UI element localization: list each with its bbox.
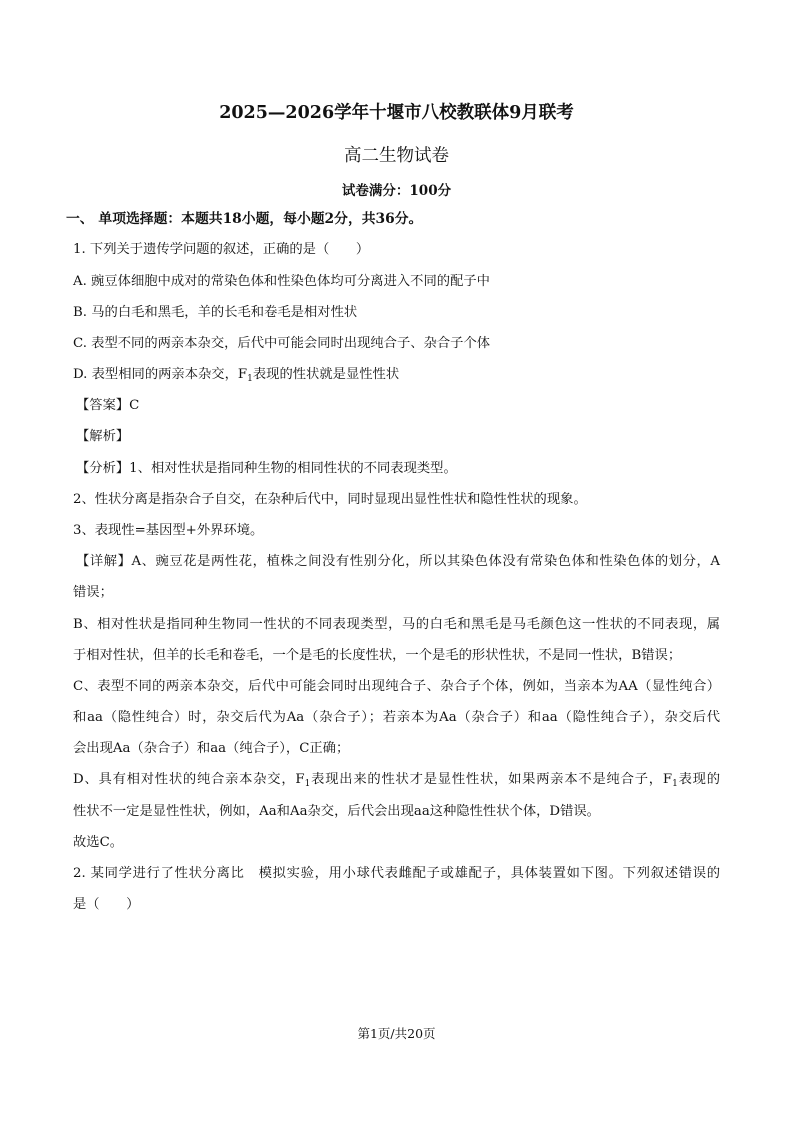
analysis-point-3: 3、表现性=基因型+外界环境。 bbox=[73, 523, 264, 538]
question-1-stem: 1. 下列关于遗传学问题的叙述，正确的是（ ） bbox=[73, 242, 370, 257]
section-heading: 一、 单项选择题：本题共18小题，每小题2分，共36分。 bbox=[66, 211, 423, 227]
score-note: 试卷满分：100分 bbox=[341, 183, 452, 199]
detail-a-line-1: 【详解】A、豌豆花是两性花，植株之间没有性别分化，所以其染色体没有常染色体和性染色体的划分，A bbox=[76, 554, 720, 569]
conclusion: 故选C。 bbox=[73, 835, 124, 850]
detail-a-line-2: 错误； bbox=[73, 585, 113, 600]
analysis-label: 【解析】 bbox=[76, 429, 130, 444]
answer-label: 【答案】C bbox=[76, 398, 140, 413]
detail-b-line-1: B、相对性状是指同种生物同一性状的不同表现类型，马的白毛和黑毛是马毛颜色这一性状的不同表现，属 bbox=[73, 617, 720, 632]
detail-d-line-1: D、具有相对性状的纯合亲本杂交，$F_1$表现出来的性状才是显性性状，如果两亲本不是纯合子，$F_1$表现的 bbox=[73, 772, 720, 789]
detail-c-line-2: 和aa（隐性纯合）时，杂交后代为Aa（杂合子）；若亲本为Aa（杂合子）和aa（隐性纯合子），杂交后代 bbox=[73, 710, 720, 725]
detail-b-line-2: 于相对性状，但羊的长毛和卷毛，一个是毛的长度性状，一个是毛的形状性状，不是同一性状，B错误； bbox=[73, 648, 682, 663]
question-1-option-b: B. 马的白毛和黑毛，羊的长毛和卷毛是相对性状 bbox=[73, 305, 358, 320]
question-2-stem-line-1: 2. 某同学进行了性状分离比 模拟实验，用小球代表雌配子或雄配子，具体装置如下图。下列叙述错误的 bbox=[73, 866, 720, 881]
detail-d-line-2: 性状不一定是显性性状，例如，Aa和Aa杂交，后代会出现aa这种隐性性状个体，D错误。 bbox=[73, 804, 600, 819]
analysis-point-2: 2、性状分离是指杂合子自交，在杂种后代中，同时显现出显性性状和隐性性状的现象。 bbox=[73, 492, 587, 507]
question-1-option-c: C. 表型不同的两亲本杂交，后代中可能会同时出现纯合子、杂合子个体 bbox=[73, 336, 491, 351]
page-footer: 第1页/共20页 bbox=[357, 1026, 436, 1041]
exam-subtitle: 高二生物试卷 bbox=[344, 146, 449, 166]
question-1-option-d: D. 表型相同的两亲本杂交，$F_1$表现的性状就是显性性状 bbox=[73, 367, 400, 384]
analysis-point-1: 【分析】1、相对性状是指同种生物的相同性状的不同表现类型。 bbox=[76, 461, 457, 476]
question-2-stem-line-2: 是（ ） bbox=[73, 897, 140, 912]
question-1-option-a: A. 豌豆体细胞中成对的常染色体和性染色体均可分离进入不同的配子中 bbox=[73, 274, 490, 289]
detail-c-line-3: 会出现Aa（杂合子）和aa（纯合子），C正确； bbox=[73, 741, 350, 756]
exam-title: 2025—2026学年十堰市八校教联体9月联考 bbox=[219, 103, 574, 123]
detail-c-line-1: C、表型不同的两亲本杂交，后代中可能会同时出现纯合子、杂合子个体，例如，当亲本为AA（显性纯合） bbox=[73, 679, 720, 694]
